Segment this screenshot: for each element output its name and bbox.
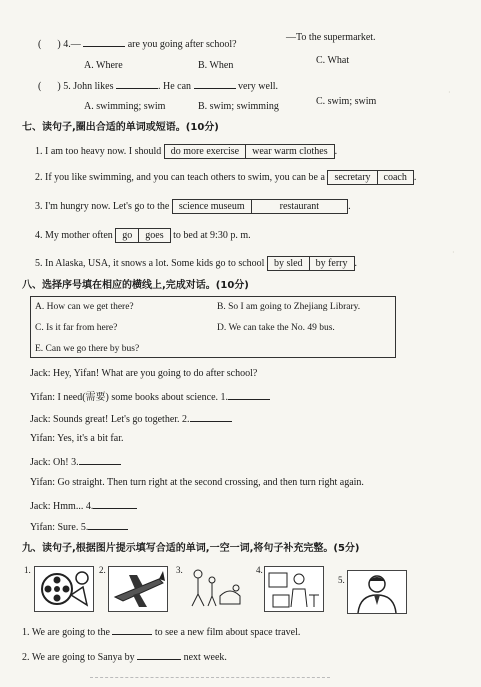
- item-end: to bed at 9:30 p. m.: [173, 230, 251, 241]
- answer-blank[interactable]: [83, 37, 125, 47]
- choice-option[interactable]: restaurant: [251, 200, 347, 213]
- section-7-title: 七、读句子,圈出合适的单词或短语。(10分): [22, 122, 219, 133]
- picture-4: [264, 566, 324, 612]
- choice-group: [327, 170, 413, 185]
- s9-sentence-1: [22, 625, 300, 639]
- family-walking-icon: [186, 566, 244, 610]
- dialogue-line: [30, 477, 364, 489]
- item-end: .: [354, 258, 357, 269]
- picture-number: 5.: [338, 575, 345, 585]
- item-end: .: [334, 146, 338, 157]
- choice-option[interactable]: secretary: [334, 172, 371, 183]
- doctor-office-icon: [265, 567, 323, 611]
- dialogue-line: [30, 433, 123, 445]
- s7-item-2: [35, 170, 416, 185]
- answer-paren-close[interactable]: ): [57, 81, 61, 92]
- option-a[interactable]: A. swimming; swim: [84, 101, 166, 112]
- dialogue-line: [30, 520, 128, 534]
- item-text: 4. My mother often: [35, 230, 113, 241]
- dialogue-line: [30, 499, 137, 513]
- picture-5: [347, 570, 407, 614]
- sentence-text: to see a new film about space travel.: [154, 627, 301, 638]
- question-text: . He can: [157, 81, 192, 92]
- dialogue-text: Yifan: I need(需要) some books about science. 1.: [30, 392, 229, 403]
- dialogue-line: [30, 390, 270, 404]
- choice-group: [115, 228, 170, 243]
- s7-item-4: [35, 228, 251, 243]
- item-text: 1. I am too heavy now. I should: [35, 146, 162, 157]
- dialogue-text: Jack: Sounds great! Let's go together. 2.: [30, 414, 190, 425]
- picture-number: 1.: [24, 565, 31, 575]
- choice-option[interactable]: by sled: [273, 258, 303, 269]
- question-prefix: John likes: [73, 81, 114, 92]
- dialogue-text: Jack: Hey, Yifan! What are you going to do after school?: [30, 368, 258, 379]
- bleed-through-mark: ·: [452, 248, 455, 257]
- option-b: B. So I am going to Zhejiang Library.: [217, 302, 361, 312]
- option-a[interactable]: A. Where: [84, 60, 123, 71]
- answer-paren-close[interactable]: ): [57, 39, 61, 50]
- answer-blank-3[interactable]: [79, 455, 121, 465]
- answer-blank-2[interactable]: [190, 412, 232, 422]
- item-text: 5. In Alaska, USA, it snows a lot. Some kids go to school: [35, 258, 265, 269]
- option-a: A. How can we get there?: [35, 302, 134, 312]
- choice-group: [172, 199, 348, 214]
- option-c: C. Is it far from here?: [35, 323, 118, 333]
- s9-sentence-2: [22, 650, 227, 664]
- item-end: .: [413, 172, 417, 183]
- answer-blank-4[interactable]: [93, 499, 137, 509]
- question-number: 4.: [63, 39, 71, 50]
- answer-blank[interactable]: [116, 79, 158, 89]
- s7-item-1: [35, 144, 337, 159]
- dialogue-text: Jack: Oh! 3.: [30, 457, 79, 468]
- sentence-text: 1. We are going to the: [22, 627, 110, 638]
- page-edge-line: [90, 677, 330, 678]
- airplane-icon: [109, 567, 167, 611]
- answer-blank[interactable]: [137, 650, 181, 660]
- choice-option[interactable]: go: [122, 230, 133, 241]
- dialogue-line: [30, 455, 121, 469]
- option-d: D. We can take the No. 49 bus.: [217, 323, 335, 333]
- answer-paren-open: (: [38, 39, 42, 50]
- dialogue-line: [30, 368, 257, 380]
- picture-number: 2.: [99, 565, 106, 575]
- section-9-title: 九、读句子,根据图片提示填写合适的单词,一空一词,将句子补充完整。(5分): [22, 543, 360, 554]
- option-b[interactable]: B. swim; swimming: [198, 101, 279, 112]
- picture-3: [186, 566, 244, 610]
- option-c[interactable]: C. swim; swim: [316, 96, 377, 107]
- choice-group: [267, 256, 355, 271]
- choice-option[interactable]: do more exercise: [170, 146, 240, 157]
- question-text: are you going after school?: [127, 39, 237, 50]
- picture-2: [108, 566, 168, 612]
- s7-item-3: [35, 199, 351, 214]
- choice-option[interactable]: goes: [138, 229, 169, 242]
- film-reel-icon: [35, 567, 93, 611]
- question-text: very well.: [238, 81, 279, 92]
- item-end: .: [348, 201, 351, 212]
- question-prefix: —: [70, 39, 81, 50]
- answer-line-text: —To the supermarket.: [286, 32, 376, 43]
- answer-blank-1[interactable]: [228, 390, 270, 400]
- question-number: 5.: [63, 81, 71, 92]
- item-text: 2. If you like swimming, and you can teach others to swim, you can be a: [35, 172, 325, 183]
- mc-question-4: [38, 37, 237, 51]
- man-portrait-icon: [348, 571, 406, 613]
- sentence-text: 2. We are going to Sanya by: [22, 652, 135, 663]
- option-c[interactable]: C. What: [316, 55, 350, 66]
- choice-option[interactable]: coach: [377, 171, 413, 184]
- option-e: E. Can we go there by bus?: [35, 344, 140, 354]
- choice-option[interactable]: by ferry: [309, 257, 354, 270]
- dialogue-line: [30, 412, 232, 426]
- picture-number: 4.: [256, 565, 263, 575]
- sentence-text: next week.: [183, 652, 227, 663]
- picture-1: [34, 566, 94, 612]
- dialogue-text: Yifan: Go straight. Then turn right at the second crossing, and then turn right again.: [30, 477, 364, 488]
- answer-paren-open: (: [38, 81, 42, 92]
- section-8-title: 八、选择序号填在相应的横线上,完成对话。(10分): [22, 280, 249, 291]
- options-box: [30, 296, 396, 358]
- answer-blank[interactable]: [112, 625, 152, 635]
- dialogue-text: Yifan: Yes, it's a bit far.: [30, 433, 124, 444]
- option-b[interactable]: B. When: [198, 60, 234, 71]
- dialogue-text: Yifan: Sure. 5.: [30, 522, 89, 533]
- choice-option[interactable]: science museum: [178, 201, 245, 212]
- dialogue-text: Jack: Hmm... 4.: [30, 501, 94, 512]
- choice-option[interactable]: wear warm clothes: [245, 145, 334, 158]
- answer-blank-5[interactable]: [88, 520, 128, 530]
- item-text: 3. I'm hungry now. Let's go to the: [35, 201, 170, 212]
- choice-group: [164, 144, 335, 159]
- mc-question-5: [38, 79, 278, 93]
- s7-item-5: [35, 256, 357, 271]
- answer-blank[interactable]: [194, 79, 236, 89]
- picture-number: 3.: [176, 565, 183, 575]
- bleed-through-mark: ·: [448, 88, 451, 97]
